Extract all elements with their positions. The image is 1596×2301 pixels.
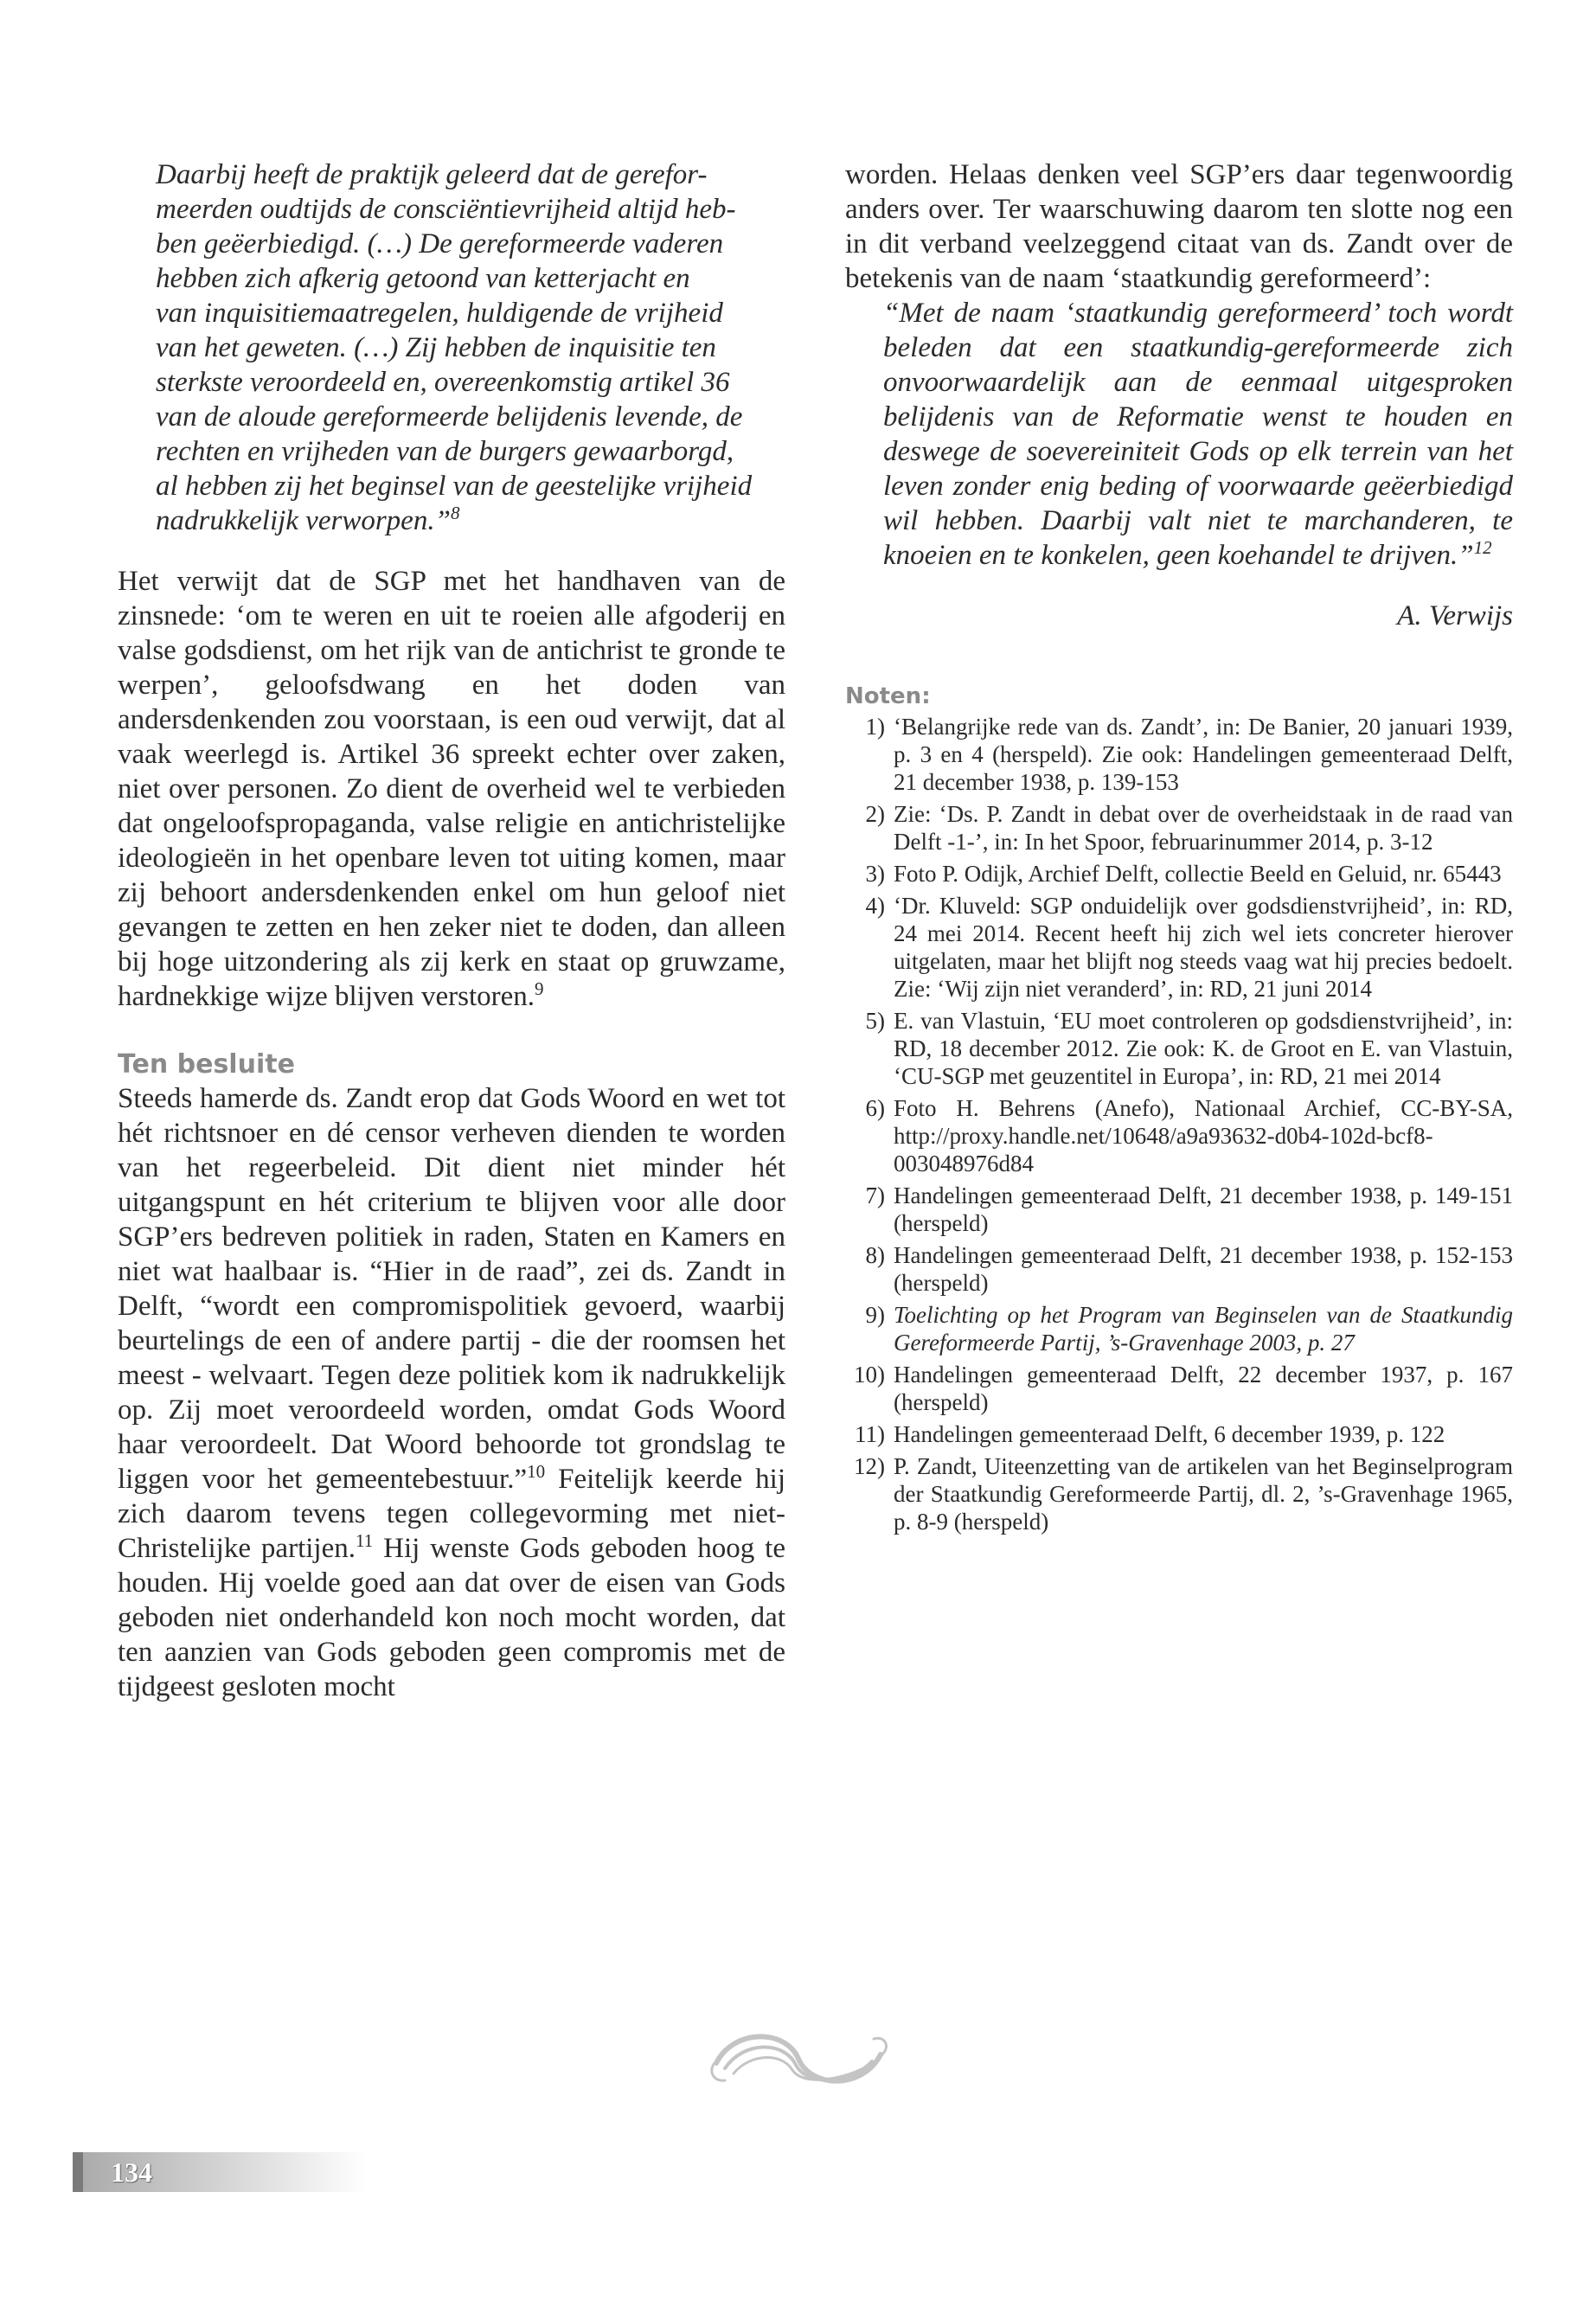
note-text: E. van Vlastuin, ‘EU moet controleren op godsdienstvrijheid’, in: RD, 18 december 2012. Zie ook: K. de Groot en E. van Vlastuin, ‘CU-SGP met geuzentitel in Europa’, in: RD, 21 mei 2014 (894, 1008, 1513, 1089)
note-number: 3) (865, 861, 885, 887)
note-number: 6) (865, 1095, 885, 1121)
note-item (845, 860, 1513, 888)
note-number: 5) (865, 1008, 885, 1034)
note-item (845, 1301, 1513, 1356)
note-number: 11) (855, 1421, 885, 1447)
quote-line: van de aloude gereformeerde belijdenis levende, de (156, 401, 743, 433)
note-item (845, 1007, 1513, 1090)
note-text: Handelingen gemeenteraad Delft, 22 december 1937, p. 167 (herspeld) (894, 1362, 1513, 1415)
author-signature: A. Verwijs (1397, 600, 1513, 631)
note-number: 12) (854, 1453, 885, 1479)
note-number: 2) (865, 801, 885, 827)
quote-line: hebben zich afkerig getoond van ketterjacht en (156, 263, 690, 294)
note-number: 8) (865, 1242, 885, 1268)
quote-line: sterkste veroordeeld en, overeenkomstig artikel 36 (156, 367, 730, 398)
quote-line: rechten en vrijheden van de burgers gewaarborgd, (156, 436, 734, 467)
quote-line: al hebben zij het beginsel van de geestelijke vrijheid (156, 471, 753, 502)
note-item (845, 1094, 1513, 1177)
footnote-ref[interactable]: 8 (450, 503, 460, 523)
right-column (845, 157, 1513, 1540)
note-text: Handelingen gemeenteraad Delft, 6 december 1939, p. 122 (894, 1421, 1445, 1447)
section-heading: Ten besluite (118, 1049, 295, 1080)
note-text: Handelingen gemeenteraad Delft, 21 december 1938, p. 149-151 (herspeld) (894, 1183, 1513, 1236)
note-text: Toelichting op het Program van Beginselen van de Staatkundig Gereformeerde Partij, ’s-Gravenhage 2003, p. 27 (894, 1302, 1513, 1356)
note-text: Handelingen gemeenteraad Delft, 21 december 1938, p. 152-153 (herspeld) (894, 1242, 1513, 1296)
note-text: P. Zandt, Uiteenzetting van de artikelen van het Beginselprogram der Staatkundig Gereformeerde Partij, dl. 2, ’s-Gravenhage 1965, p. 8-9 (herspeld) (894, 1453, 1513, 1535)
note-text[interactable]: Foto H. Behrens (Anefo), Nationaal Archief, CC-BY-SA, http://proxy.handle.net/10648/a9a93632-d0b4-102d-bcf8-003048976d84 (894, 1095, 1513, 1176)
quote-line-last (156, 503, 785, 538)
notes-list (845, 713, 1513, 1535)
footnote-ref[interactable]: 12 (1473, 537, 1492, 558)
note-item (845, 713, 1513, 796)
note-number: 10) (854, 1362, 885, 1388)
note-item (845, 1241, 1513, 1297)
quote-line: ben geëerbiedigd. (…) De gereformeerde vaderen (156, 228, 724, 260)
left-column (118, 157, 785, 1704)
body-paragraph (118, 564, 785, 1014)
note-number: 7) (865, 1183, 885, 1208)
body-paragraph: worden. Helaas denken veel SGP’ers daar tegenwoordig anders over. Ter waarschuwing daarom ten slotte nog een in dit verband veelzeggend citaat van ds. Zandt over de betekenis van de naam ‘staatkundig gereformeerd’: (845, 159, 1513, 294)
page-number-tab (73, 2152, 83, 2192)
note-item (845, 1452, 1513, 1535)
quote-text: “Met de naam ‘staatkundig gereformeerd’ toch wordt beleden dat een staatkundig-gereformeerde zich onvoorwaardelijk aan de eenmaal uitgesproken belijdenis van de Reformatie wenst te houden en deswege de soevereiniteit Gods op elk terrein van het leven zonder enig beding of voorwaarde geëerbiedigd wil hebben. Daarbij valt niet te marchanderen, te knoeien en te konkelen, geen koehandel te drijven.” (883, 298, 1513, 571)
block-quote (883, 296, 1513, 573)
paragraph-text: Het verwijt dat de SGP met het handhaven van de zinsnede: ‘om te weren en uit te roeien alle afgoderij en valse godsdienst, om het rijk van de antichrist te gronde te werpen’, geloofsdwang en het doden van andersdenkenden zou voorstaan, is een oud verwijt, dat al vaak weerlegd is. Artikel 36 spreekt echter over zaken, niet over personen. Zo dient de overheid wel te verbieden dat ongeloofspropaganda, valse religie en antichristelijke ideologieën in het openbare leven tot uiting komen, maar zij behoort andersdenkenden enkel om hun geloof niet gevangen te zetten en hen zeker niet te doden, dan alleen bij hoge uitzondering als zij kerk en staat op gruwzame, hardnekkige wijze blijven verstoren. (118, 566, 785, 1012)
quote-line: van inquisitiemaatregelen, huldigende de vrijheid (156, 298, 723, 329)
footnote-ref[interactable]: 10 (527, 1461, 546, 1482)
quote-line: van het geweten. (…) Zij hebben de inquisitie ten (156, 332, 716, 363)
note-text: ‘Belangrijke rede van ds. Zandt’, in: De Banier, 20 januari 1939, p. 3 en 4 (herspeld). Zie ook: Handelingen gemeenteraad Delft, 21 december 1938, p. 139-153 (894, 714, 1513, 795)
note-number: 9) (865, 1302, 885, 1328)
note-text: Zie: ‘Ds. P. Zandt in debat over de overheidstaak in de raad van Delft -1-’, in: In het Spoor, februarinummer 2014, p. 3-12 (894, 801, 1513, 855)
note-text: Foto P. Odijk, Archief Delft, collectie Beeld en Geluid, nr. 65443 (894, 861, 1502, 887)
footnote-ref[interactable]: 9 (535, 978, 544, 999)
note-item (845, 892, 1513, 1003)
note-item (845, 1182, 1513, 1237)
paragraph-text: Feitelijk keerde hij zich daarom tevens tegen collegevorming met niet-Christelijke partijen. (118, 1464, 785, 1564)
quote-line: Daarbij heeft de praktijk geleerd dat de gerefor- (156, 159, 708, 190)
body-paragraph (118, 1081, 785, 1704)
footnote-ref[interactable]: 11 (355, 1530, 374, 1551)
note-item (845, 800, 1513, 856)
quote-line: meerden oudtijds de consciëntievrijheid altijd heb- (156, 194, 736, 225)
note-item (845, 1420, 1513, 1448)
note-item (845, 1361, 1513, 1416)
decorative-flourish-icon (699, 2011, 898, 2106)
paragraph-text: Steeds hamerde ds. Zandt erop dat Gods Woord en wet tot hét richtsnoer en dé censor verheven dienden te worden van het regeerbeleid. Dit dient niet minder hét uitgangspunt en hét criterium te blijven voor alle door SGP’ers bedreven politiek in raden, Staten en Kamers en niet wat haalbaar is. “Hier in de raad”, zei ds. Zandt in Delft, “wordt een compromispolitiek gevoerd, waarbij beurtelings de een of andere partij - die der roomsen het meest - welvaart. Tegen deze politiek kom ik nadrukkelijk op. Zij moet veroordeeld worden, omdat Gods Woord haar veroordeelt. Dat Woord behoorde tot grondslag te liggen voor het gemeentebestuur.” (118, 1083, 785, 1495)
block-quote (156, 157, 785, 538)
note-number: 1) (865, 714, 885, 740)
note-text: ‘Dr. Kluveld: SGP onduidelijk over godsdienstvrijheid’, in: RD, 24 mei 2014. Recent heeft hij zich wel iets concreter hierover uitgelaten, maar het blijft nog steeds vaag wat hij precies bedoelt. Zie: ‘Wij zijn niet veranderd’, in: RD, 21 juni 2014 (894, 893, 1513, 1002)
page-number: 134 (111, 2157, 152, 2188)
note-number: 4) (865, 893, 885, 919)
quote-line-text: nadrukkelijk verworpen.” (156, 505, 451, 536)
notes-heading: Noten: (845, 683, 931, 709)
paragraph-text: Hij wenste Gods geboden hoog te houden. Hij voelde goed aan dat over de eisen van Gods geboden niet onderhandeld kon noch mocht worden, dat ten aanzien van Gods geboden geen compromis met de tijdgeest gesloten mocht (118, 1533, 785, 1702)
